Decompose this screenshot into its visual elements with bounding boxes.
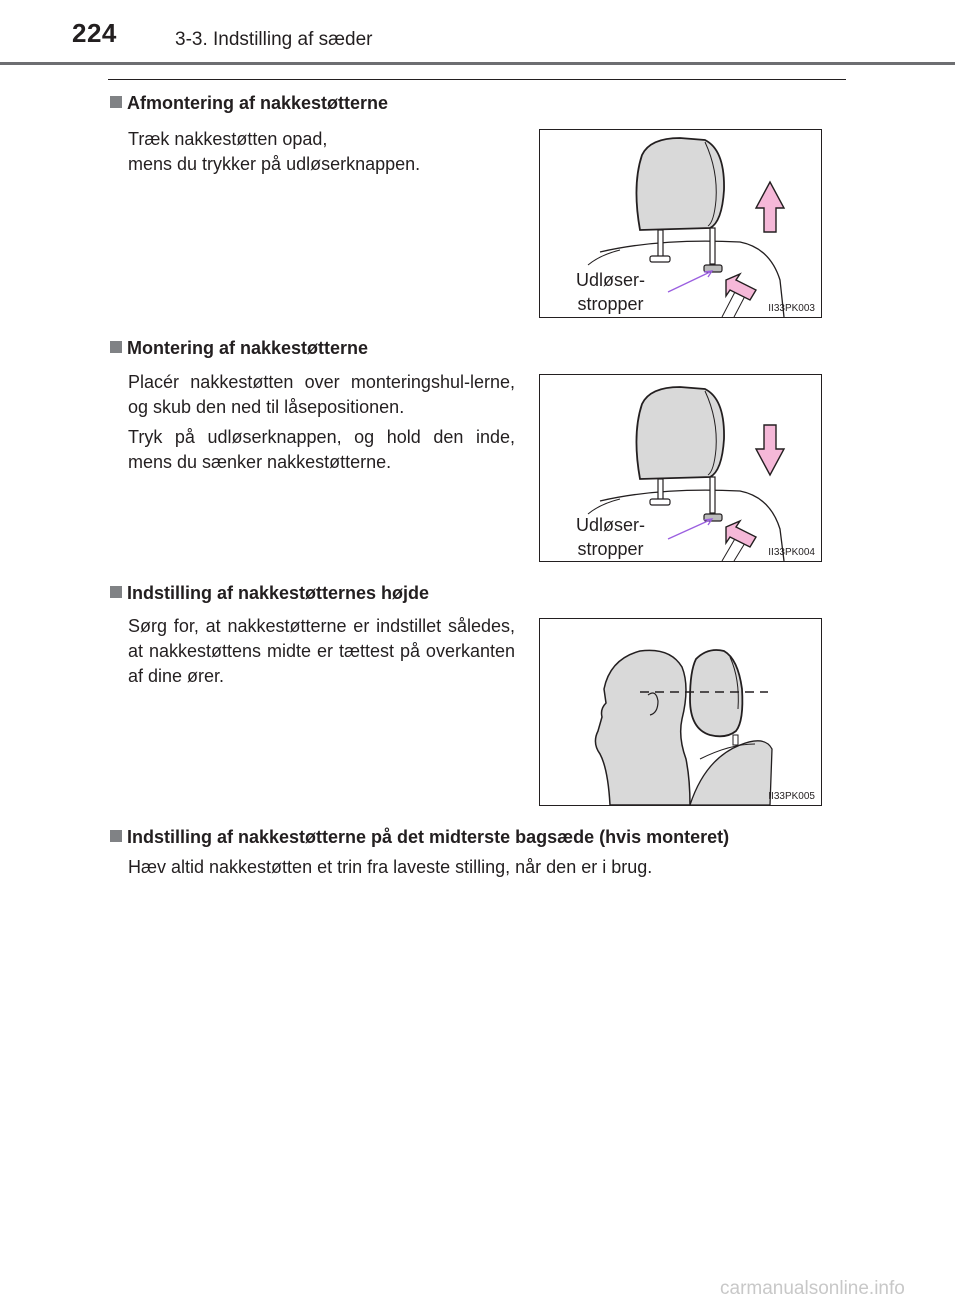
section-heading-remove xyxy=(110,93,388,114)
figure-code: II33PK005 xyxy=(768,791,815,802)
heading-text: Indstilling af nakkestøtterne på det midterste bagsæde (hvis monteret) xyxy=(127,827,730,847)
paragraph-middle-rear: Hæv altid nakkestøtten et trin fra laveste stilling, når den er i brug. xyxy=(128,857,653,877)
section-heading-install xyxy=(110,338,368,359)
page-number: 224 xyxy=(72,18,117,48)
paragraph-install-1: Placér nakkestøtten over monteringshul-lerne, og skub den ned til låsepositionen. xyxy=(128,372,515,417)
bullet-square-icon xyxy=(110,96,122,108)
header-rule xyxy=(0,62,955,65)
figure-remove-headrest xyxy=(539,129,822,318)
figure-height-adjust xyxy=(539,618,822,806)
watermark: carmanualsonline.info xyxy=(720,1278,905,1299)
callout-release-button: Udløser- stropper xyxy=(576,515,646,559)
section-rule xyxy=(108,79,846,80)
paragraph-height: Sørg for, at nakkestøtterne er indstillet således, at nakkestøttens midte er tættest på overkanten af dine ører. xyxy=(128,616,515,686)
heading-text: Afmontering af nakkestøtterne xyxy=(127,93,389,113)
callout-release-button: Udløser- stropper xyxy=(576,270,646,314)
head-profile-illustration xyxy=(540,619,821,805)
paragraph-install-2: Tryk på udløserknappen, og hold den inde, mens du sænker nakkestøtterne. xyxy=(128,427,515,472)
chapter-title: 3-3. Indstilling af sæder xyxy=(175,29,373,50)
bullet-square-icon xyxy=(110,586,122,598)
figure-install-headrest xyxy=(539,374,822,562)
bullet-square-icon xyxy=(110,830,122,842)
heading-text: Montering af nakkestøtterne xyxy=(127,338,369,358)
section-heading-middle-rear xyxy=(110,827,729,848)
heading-text: Indstilling af nakkestøtternes højde xyxy=(127,583,430,603)
figure-code: II33PK004 xyxy=(768,547,815,558)
paragraph-remove: Træk nakkestøtten opad, mens du trykker på udløserknappen. xyxy=(128,129,421,174)
section-heading-height xyxy=(110,583,429,604)
bullet-square-icon xyxy=(110,341,122,353)
figure-code: II33PK003 xyxy=(768,303,815,314)
